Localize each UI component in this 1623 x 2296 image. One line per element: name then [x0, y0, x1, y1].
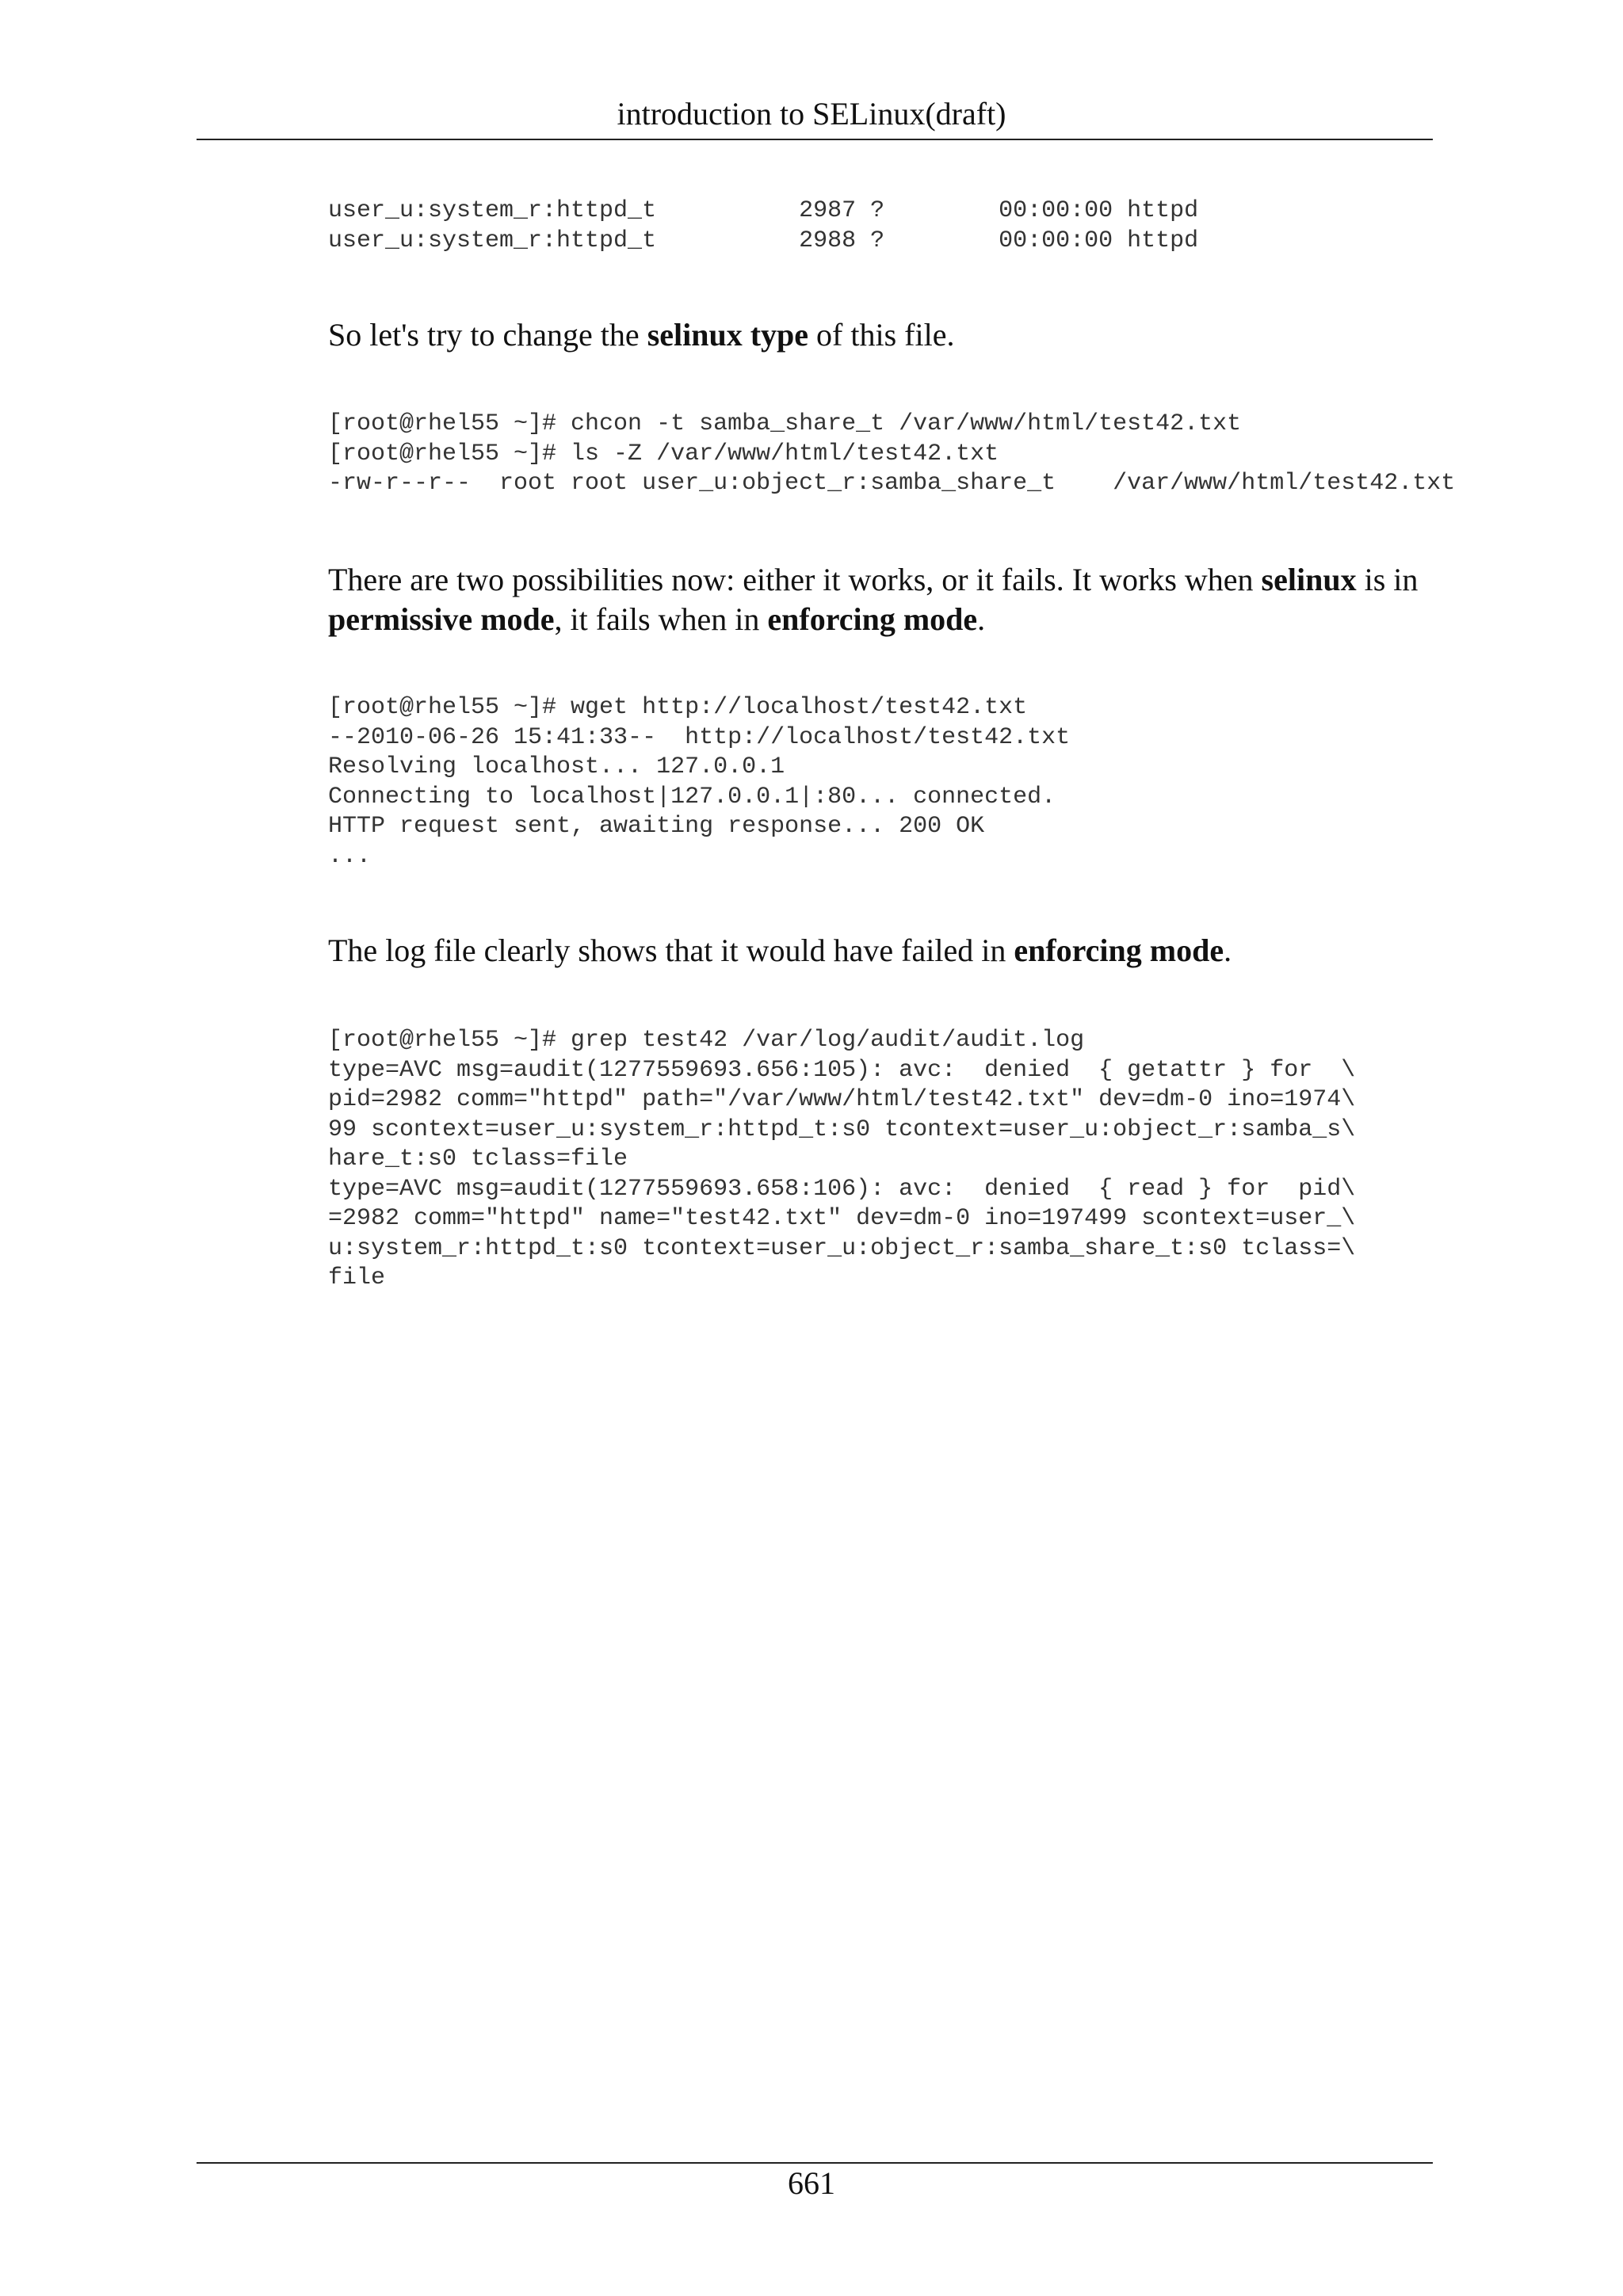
- code-line: user_u:system_r:httpd_t 2988 ? 00:00:00 httpd: [328, 227, 1199, 254]
- footer-rule: [197, 2162, 1433, 2164]
- code-line: [root@rhel55 ~]# grep test42 /var/log/audit/audit.log: [328, 1027, 1085, 1054]
- code-line: type=AVC msg=audit(1277559693.658:106): avc: denied { read } for pid\: [328, 1175, 1356, 1203]
- emphasis-text: selinux type: [647, 317, 809, 353]
- code-line: hare_t:s0 tclass=file: [328, 1146, 628, 1173]
- paragraph-text: So let's try to change the: [328, 317, 647, 353]
- paragraph-text: .: [1224, 933, 1232, 968]
- paragraph-possibilities: [328, 560, 1438, 639]
- code-block-wget: [328, 693, 1070, 871]
- running-header-title: introduction to SELinux(draft): [617, 96, 1006, 132]
- code-line: Resolving localhost... 127.0.0.1: [328, 753, 785, 780]
- code-line: [root@rhel55 ~]# ls -Z /var/www/html/test42.txt: [328, 440, 999, 467]
- emphasis-text: enforcing mode: [767, 601, 978, 637]
- code-line: pid=2982 comm="httpd" path="/var/www/html/test42.txt" dev=dm-0 ino=1974\: [328, 1086, 1356, 1113]
- emphasis-text: permissive mode: [328, 601, 555, 637]
- code-block-chcon: [328, 410, 1455, 499]
- header-rule: [197, 139, 1433, 140]
- paragraph-text: of this file.: [808, 317, 955, 353]
- code-line: user_u:system_r:httpd_t 2987 ? 00:00:00 httpd: [328, 197, 1199, 224]
- code-line: Connecting to localhost|127.0.0.1|:80... connected.: [328, 783, 1056, 810]
- code-line: u:system_r:httpd_t:s0 tcontext=user_u:object_r:samba_share_t:s0 tclass=\: [328, 1234, 1356, 1262]
- emphasis-text: selinux: [1261, 562, 1357, 597]
- paragraph-text: , it fails when in: [554, 601, 768, 637]
- paragraph-text: is in: [1356, 562, 1419, 597]
- paragraph-log-file: [328, 931, 1438, 971]
- code-line: type=AVC msg=audit(1277559693.656:105): avc: denied { getattr } for \: [328, 1056, 1356, 1084]
- paragraph-text: There are two possibilities now: either it works, or it fails. It works when: [328, 562, 1262, 597]
- paragraph-text: The log file clearly shows that it would have failed in: [328, 933, 1014, 968]
- code-line: HTTP request sent, awaiting response... 200 OK: [328, 813, 985, 840]
- code-line: -rw-r--r-- root root user_u:object_r:samba_share_t /var/www/html/test42.txt: [328, 470, 1456, 497]
- code-line: ...: [328, 842, 372, 870]
- code-line: [root@rhel55 ~]# chcon -t samba_share_t /var/www/html/test42.txt: [328, 410, 1242, 437]
- paragraph-text: .: [977, 601, 986, 637]
- paragraph-change-type: [328, 315, 1438, 355]
- code-line: 99 scontext=user_u:system_r:httpd_t:s0 tcontext=user_u:object_r:samba_s\: [328, 1116, 1356, 1143]
- code-block-audit-log: [328, 1026, 1355, 1294]
- code-line: =2982 comm="httpd" name="test42.txt" dev=dm-0 ino=197499 scontext=user_\: [328, 1205, 1356, 1232]
- code-line: --2010-06-26 15:41:33-- http://localhost/test42.txt: [328, 723, 1071, 751]
- emphasis-text: enforcing mode: [1014, 933, 1224, 968]
- code-line: [root@rhel55 ~]# wget http://localhost/test42.txt: [328, 694, 1028, 721]
- code-line: file: [328, 1264, 386, 1291]
- page-number: 661: [788, 2165, 835, 2201]
- code-block-ps-output: [328, 196, 1198, 256]
